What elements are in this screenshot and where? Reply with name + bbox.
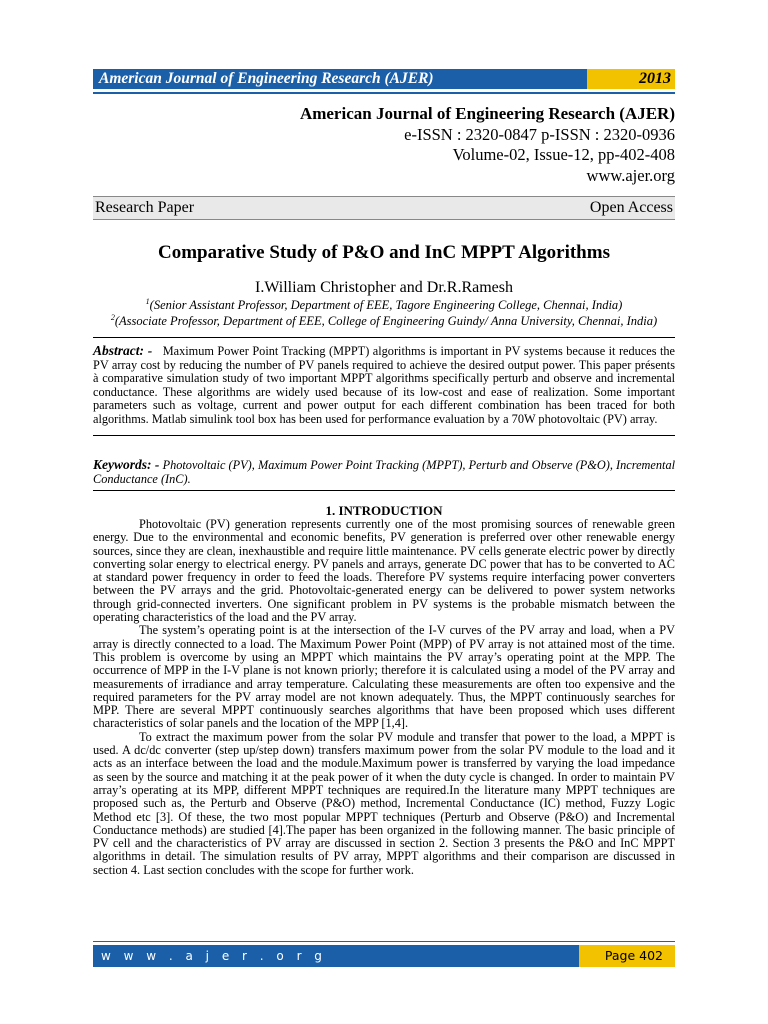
paper-authors: I.William Christopher and Dr.R.Ramesh	[255, 279, 513, 296]
affiliation-2	[93, 313, 675, 329]
keywords-text: Photovoltaic (PV), Maximum Power Point Tracking (MPPT), Perturb and Observe (P&O), Incremental Conductance (InC).	[93, 458, 676, 486]
masthead	[300, 104, 675, 186]
footer-rule	[93, 941, 675, 942]
paper-type: Research Paper	[95, 199, 195, 216]
header-rule	[93, 92, 675, 94]
abstract	[93, 337, 675, 436]
masthead-title: American Journal of Engineering Research (AJER)	[299, 104, 675, 123]
journal-header-bar	[93, 69, 675, 89]
masthead-volume: Volume-02, Issue-12, pp-402-408	[452, 145, 675, 164]
access-type: Open Access	[589, 199, 673, 216]
introduction-body	[93, 518, 675, 877]
keywords-label: Keywords: -	[93, 457, 160, 472]
paragraph: The system’s operating point is at the intersection of the I-V curves of the PV array and load, when a PV array is directly connected to a load. The Maximum Power Point (MPP) of PV array is not attained most of the time. This problem is overcome by using an MPPT which maintains the PV array’s operating point at the MPP. The occurrence of MPP in the I-V plane is not known priorly; therefore it is calculated using a model of the PV array and measurements of irradiance and array temperature. Calculating these measurements are often too expensive and the required parameters for the PV array model are not known adequately. Thus, the MPPT continuously searches for MPP. There are several MPPT continuously searches algorithms that have been proposed which uses different characteristics of solar panels and the location of the MPP [1,4].	[93, 623, 675, 731]
masthead-issn: e-ISSN : 2320-0847 p-ISSN : 2320-0936	[404, 124, 675, 144]
affiliation-1-text: (Senior Assistant Professor, Department of EEE, Tagore Engineering College, Chennai, India)	[149, 298, 623, 313]
affiliation-2-marker: 2	[110, 313, 115, 322]
affiliation-1-marker: 1	[145, 297, 150, 306]
affiliation-1	[93, 297, 675, 313]
masthead-website[interactable]: www.ajer.org	[586, 165, 675, 185]
page-number: Page 402	[579, 945, 675, 967]
journal-year: 2013	[587, 69, 675, 89]
paper-type-bar	[93, 196, 675, 220]
footer-url[interactable]: w w w . a j e r . o r g	[93, 945, 579, 967]
paper-title: Comparative Study of P&O and InC MPPT Algorithms	[158, 242, 610, 263]
paragraph: Photovoltaic (PV) generation represents currently one of the most promising sources of renewable green energy. Due to the environmental and economic benefits, PV generation is preferred over other renewable energy sources, since they are clean, inexhaustible and require little maintenance. PV cells generate electric power by directly converting solar energy to electrical energy. PV panels and arrays, generate DC power that has to be converted to AC at standard power frequency in order to feed the loads. Therefore PV systems require interfacing power converters between the PV arrays and the grid. Photovoltaic-generated energy can be delivered to power system networks through grid-connected inverters. One significant problem in PV systems is the probable mismatch between the operating characteristics of the load and the PV array.	[93, 517, 675, 625]
footer-bar	[93, 945, 675, 967]
paragraph: To extract the maximum power from the solar PV module and transfer that power to the load, a MPPT is used. A dc/dc converter (step up/step down) transfers maximum power from the solar PV module to the load and it acts as an interface between the load and the module.Maximum power is transferred by varying the load impedance as seen by the source and matching it at the peak power of it when the duty cycle is changed. In order to maintain PV array’s operating at its MPP, different MPPT techniques are required.In the literature many MPPT techniques are proposed such as, the Perturb and Observe (P&O) method, Incremental Conductance (IC) method, Fuzzy Logic Method etc [3]. Of these, the two most popular MPPT techniques (Perturb and Observe (P&O) and Incremental Conductance methods) are studied [4].The paper has been organized in the following manner. The basic principle of PV cell and the characteristics of PV array are discussed in section 2. Section 3 presents the P&O and InC MPPT algorithms in detail. The simulation results of PV array, MPPT algorithms and their comparison are discussed in section 4. Last section concludes with the scope for further work.	[93, 729, 675, 877]
keywords	[93, 458, 675, 491]
journal-name: American Journal of Engineering Research (AJER)	[93, 69, 587, 89]
section-heading-introduction: 1. INTRODUCTION	[325, 503, 443, 518]
abstract-label: Abstract: -	[93, 343, 153, 358]
affiliation-2-text: (Associate Professor, Department of EEE, College of Engineering Guindy/ Anna University, Chennai, India)	[114, 314, 658, 329]
abstract-text: Maximum Power Point Tracking (MPPT) algorithms is important in PV systems because it reduces the PV array cost by reducing the number of PV panels required to achieve the desired output power. This paper présents à comparative simulation study of two important MPPT algorithms specifically perturb and observe and incremental conductance. These algorithms are widely used because of its low-cost and ease of realization. Some important parameters such as voltage, current and power output for each different combination has been traced for both algorithms. Matlab simulink tool box has been used for performance evaluation by a 70W photovoltaic (PV) array.	[93, 344, 675, 426]
